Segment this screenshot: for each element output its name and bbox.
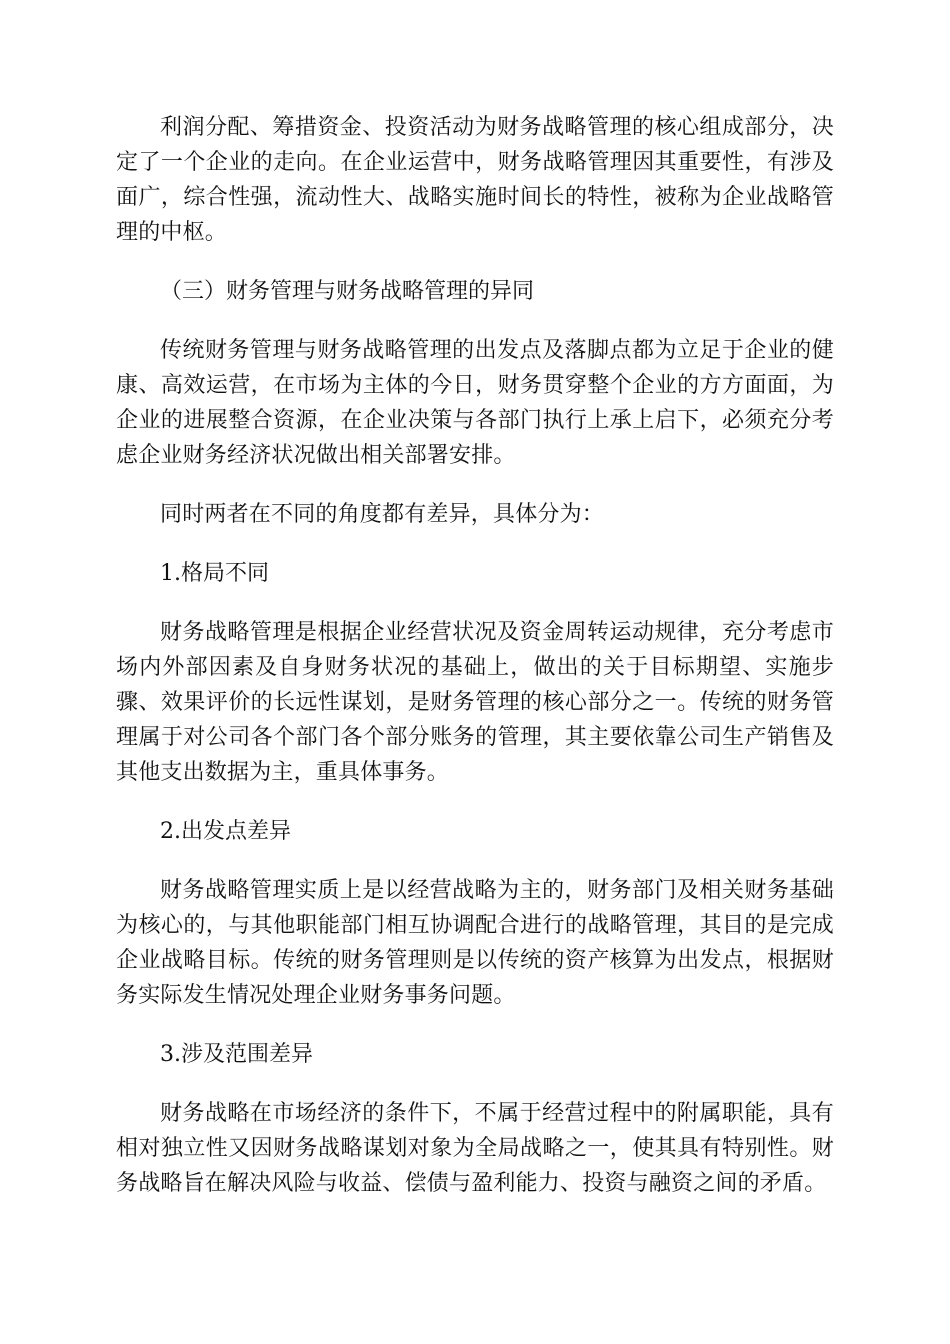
section-heading-comparison: （三）财务管理与财务战略管理的异同 xyxy=(160,279,535,304)
paragraph-profit-distribution: 利润分配、筹措资金、投资活动为财务战略管理的核心组成部分，决定了一个企业的走向。在企业运营中，财务战略管理因其重要性，有涉及面广，综合性强，流动性大、战略实施时间长的特性，被称为企业战略管理的中枢。 xyxy=(116,115,834,245)
subheading-pattern-difference: 1.格局不同 xyxy=(160,561,269,586)
paragraph-common-points: 传统财务管理与财务战略管理的出发点及落脚点都为立足于企业的健康、高效运营，在市场为主体的今日，财务贯穿整个企业的方方面面，为企业的进展整合资源，在企业决策与各部门执行上承上启下，必须充分考虑企业财务经济状况做出相关部署安排。 xyxy=(116,338,834,468)
paragraph-pattern-difference: 财务战略管理是根据企业经营状况及资金周转运动规律，充分考虑市场内外部因素及自身财务状况的基础上，做出的关于目标期望、实施步骤、效果评价的长远性谋划，是财务管理的核心部分之一。传统的财务管理属于对公司各个部门各个部分账务的管理，其主要依靠公司生产销售及其他支出数据为主，重具体事务。 xyxy=(116,620,834,785)
paragraph-scope-difference: 财务战略在市场经济的条件下，不属于经营过程中的附属职能，具有相对独立性又因财务战略谋划对象为全局战略之一，使其具有特别性。财务战略旨在解决风险与收益、偿债与盈利能力、投资与融资之间的矛盾。 xyxy=(116,1101,834,1196)
paragraph-starting-point-difference: 财务战略管理实质上是以经营战略为主的，财务部门及相关财务基础为核心的，与其他职能部门相互协调配合进行的战略管理，其目的是完成企业战略目标。传统的财务管理则是以传统的资产核算为出发点，根据财务实际发生情况处理企业财务事务问题。 xyxy=(116,878,834,1008)
subheading-starting-point-difference: 2.出发点差异 xyxy=(160,819,291,844)
paragraph-differences-intro: 同时两者在不同的角度都有差异，具体分为： xyxy=(160,502,605,527)
document-page xyxy=(116,110,834,1225)
subheading-scope-difference: 3.涉及范围差异 xyxy=(160,1042,313,1067)
